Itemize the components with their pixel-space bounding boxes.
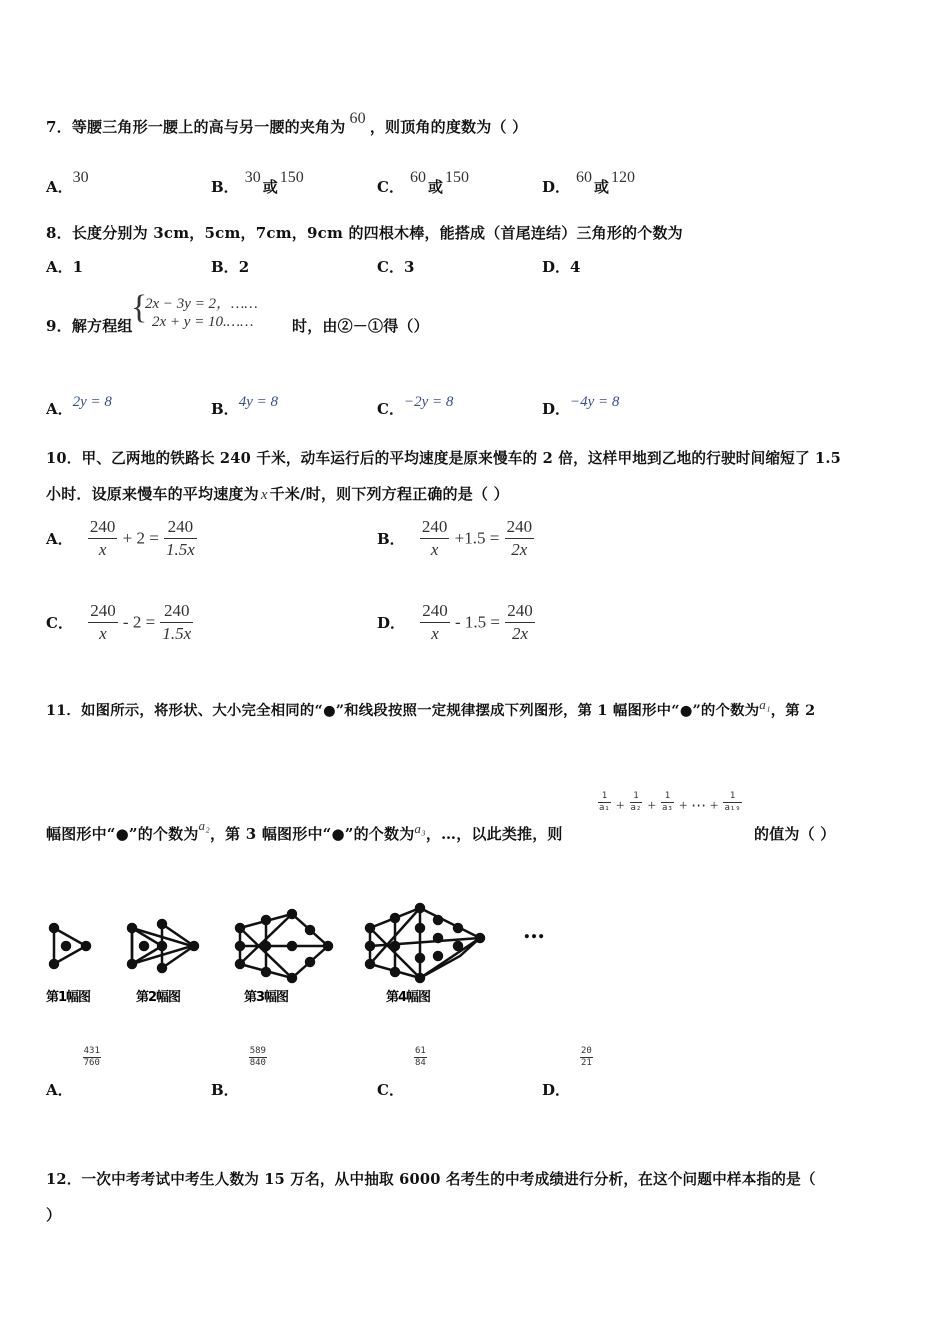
- figure-2: [128, 920, 198, 972]
- q9-option-c[interactable]: C．−2y = 8: [377, 394, 454, 418]
- figure-3: [236, 910, 332, 982]
- question-8-stem: 8．长度分别为 3cm，5cm，7cm，9cm 的四根木棒，能搭成（首尾连结）三角形的个数为: [46, 224, 683, 242]
- q9-option-a[interactable]: A．2y = 8: [46, 394, 112, 418]
- question-11-line-1: 11．如图所示，将形状、大小完全相同的“●”和线段按照一定规律摆成下列图形，第 1 幅图形中“●”的个数为a₁，第 2: [46, 697, 816, 719]
- question-12-line-1: 12．一次中考考试中考生人数为 15 万名，从中抽取 6000 名考生的中考成绩进行分析，在这个问题中样本指的是（: [46, 1171, 816, 1188]
- angle-value: 60: [349, 110, 366, 127]
- equation-1: 2x − 3y = 2，……: [145, 296, 258, 312]
- equation-brace: {: [131, 289, 148, 326]
- q7-option-a[interactable]: A．30: [46, 169, 89, 196]
- q11-option-b[interactable]: B． $\frac{589}{840}$: [211, 1046, 266, 1099]
- q11-option-a[interactable]: A． $\frac{431}{760}$: [46, 1046, 100, 1099]
- figure-ellipsis: …: [523, 918, 545, 944]
- dot-pattern-figure: [40, 898, 560, 1008]
- q10-option-c[interactable]: C． $\frac{240}{x}$ - 2 = $\frac{240}{1.5x}$: [46, 601, 192, 643]
- figure-1-label: 第1幅图: [46, 990, 91, 1005]
- q7-option-d[interactable]: D．60或120: [542, 169, 636, 196]
- figure-3-label: 第3幅图: [244, 990, 289, 1005]
- q7-option-b[interactable]: B．30或150: [211, 169, 304, 196]
- q10-option-a[interactable]: A． $\frac{240}{x}$ + 2 = $\frac{240}{1.5x}$: [46, 517, 195, 559]
- q8-option-c[interactable]: C．3: [377, 258, 415, 276]
- a3-symbol: a₃: [414, 821, 426, 836]
- question-9-stem: 时，由②－①得（）: [292, 317, 429, 335]
- figure-1: [50, 924, 90, 968]
- a1-symbol: a₁: [759, 697, 771, 712]
- equation-2: 2x + y = 10.……: [152, 314, 254, 330]
- question-11-line-2-end: 的值为（ ）: [754, 825, 836, 843]
- q9-option-b[interactable]: B．4y = 8: [211, 394, 278, 418]
- q9-option-d[interactable]: D．−4y = 8: [542, 394, 620, 418]
- q8-option-d[interactable]: D．4: [542, 258, 581, 276]
- q11-option-c[interactable]: C． $\frac{61}{84}$: [377, 1046, 426, 1099]
- q10-option-b[interactable]: B． $\frac{240}{x}$ +1.5 = $\frac{240}{2x}$: [377, 517, 533, 559]
- q8-option-a[interactable]: A．1: [46, 258, 84, 276]
- q7-option-c[interactable]: C．60或150: [377, 169, 469, 196]
- question-10-line-2: 小时．设原来慢车的平均速度为 x 千米/时，则下列方程正确的是（ ）: [46, 485, 509, 503]
- q10-option-d[interactable]: D． $\frac{240}{x}$ - 1.5 = $\frac{240}{2x}$: [377, 601, 533, 643]
- a2-symbol: a₂: [198, 818, 210, 833]
- figure-2-label: 第2幅图: [136, 990, 181, 1005]
- q8-option-b[interactable]: B．2: [211, 258, 250, 276]
- figure-4-label: 第4幅图: [386, 990, 431, 1005]
- reciprocal-sum-expression: $\frac{1}{\text{a₁}}$ + $\frac{1}{\text{a₂}}$ + $\frac{1}{\text{a₃}}$ + ⋯ + $\frac{1}{\text{a₁₉}}$: [599, 791, 741, 814]
- question-10-line-1: 10．甲、乙两地的铁路长 240 千米，动车运行后的平均速度是原来慢车的 2 倍，这样甲地到乙地的行驶时间缩短了 1.5: [46, 450, 842, 467]
- question-12-line-2: ）: [46, 1206, 62, 1224]
- question-11-line-2: 幅图形中“●”的个数为a₂，第 3 幅图形中“●”的个数为a₃，…，以此类推，则: [46, 818, 563, 843]
- question-7-stem: 7．等腰三角形一腰上的高与另一腰的夹角为 60 ，则顶角的度数为（ ）: [46, 110, 528, 136]
- question-9-label: 9．解方程组: [46, 317, 133, 335]
- figure-4: [366, 904, 484, 982]
- q11-option-d[interactable]: D． $\frac{20}{21}$: [542, 1046, 592, 1099]
